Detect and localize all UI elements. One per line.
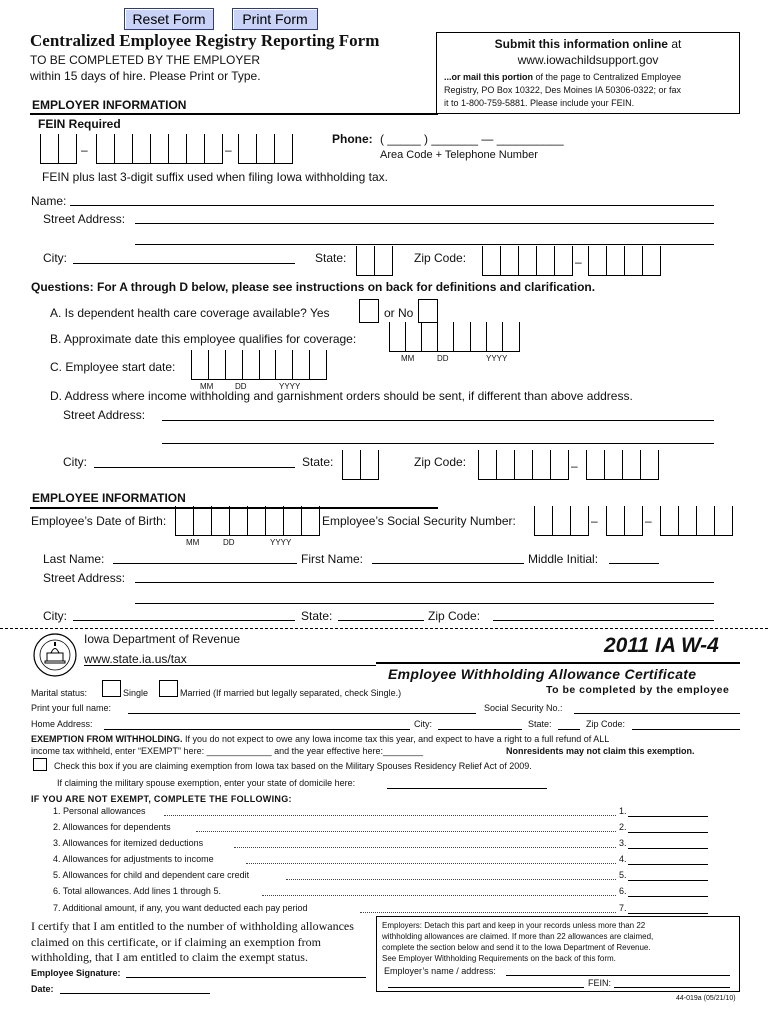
certificate-title: Employee Withholding Allowance Certificate xyxy=(388,666,697,682)
marital-status-label: Marital status: xyxy=(31,688,88,698)
certify-line-2: claimed on this certificate, or if claiming an exemption from xyxy=(31,934,321,949)
allowance-line-number: 6. xyxy=(619,886,627,896)
question-a-yes-checkbox[interactable] xyxy=(359,299,379,323)
iowa-dept-name: Iowa Department of Revenue xyxy=(84,632,241,646)
reset-form-button[interactable]: Reset Form xyxy=(124,8,214,30)
employer-street-label: Street Address: xyxy=(43,212,126,226)
dob-label: Employee’s Date of Birth: xyxy=(31,514,167,528)
employer-address-field-2[interactable] xyxy=(388,987,584,988)
dept-underline xyxy=(84,665,376,666)
single-checkbox[interactable] xyxy=(102,680,121,697)
employee-city-label: City: xyxy=(43,609,67,623)
question-d-state-label: State: xyxy=(302,455,334,469)
employer-zip4-boxes[interactable] xyxy=(588,246,660,276)
phone-label: Phone: xyxy=(332,132,373,146)
questions-heading: Questions: For A through D below, please see instructions on back for definitions and clarification. xyxy=(31,280,596,294)
iowa-seal-icon xyxy=(33,633,77,677)
allowance-field[interactable] xyxy=(628,896,708,897)
allowance-line-number: 1. xyxy=(619,806,627,816)
married-label: Married (If married but legally separated, check Single.) xyxy=(180,688,402,698)
allowance-leader xyxy=(164,815,616,816)
employee-zip-label: Zip Code: xyxy=(428,609,481,623)
fein-w4-field[interactable] xyxy=(614,987,730,988)
first-name-label: First Name: xyxy=(301,552,364,566)
fein-note: FEIN plus last 3-digit suffix used when filing Iowa withholding tax. xyxy=(42,170,388,184)
signature-label: Employee Signature: xyxy=(31,968,121,978)
submit-mail-line-2: Registry, PO Box 10322, Des Moines IA 50306-0322; or fax xyxy=(444,85,681,95)
print-form-button[interactable]: Print Form xyxy=(232,8,318,30)
employee-street-label: Street Address: xyxy=(43,571,126,585)
military-spouse-label: Check this box if you are claiming exemption from Iowa tax based on the Military Spouses Residency Relief Act of 2009. xyxy=(54,761,532,771)
date-field[interactable] xyxy=(60,993,210,994)
certify-line-1: I certify that I am entitled to the number of withholding allowances xyxy=(31,919,354,933)
fein-dash-1: – xyxy=(81,143,88,157)
military-spouse-checkbox[interactable] xyxy=(33,758,47,771)
ssn-w4-field[interactable] xyxy=(574,713,740,714)
allowance-leader xyxy=(196,831,616,832)
form-title: Centralized Employee Registry Reporting Form xyxy=(30,31,380,50)
question-a-or-no: or No xyxy=(384,306,414,320)
question-c-date-boxes[interactable] xyxy=(191,350,326,380)
ssn-dash-1: – xyxy=(591,514,598,528)
employer-name-label: Name: xyxy=(31,194,67,208)
header-line-1: TO BE COMPLETED BY THE EMPLOYER xyxy=(30,53,261,67)
ssn-dash-2: – xyxy=(645,514,652,528)
nonresidents-note: Nonresidents may not claim this exemption. xyxy=(506,746,695,756)
fein-w4-label: FEIN: xyxy=(588,978,612,988)
allowance-line-label: 6. Total allowances. Add lines 1 through 5. xyxy=(53,886,221,896)
fein-dash-2: – xyxy=(225,143,232,157)
employer-name-field[interactable] xyxy=(70,205,714,206)
phone-caption: Area Code + Telephone Number xyxy=(380,149,538,161)
employer-street-field[interactable] xyxy=(135,223,714,224)
employer-state-boxes[interactable] xyxy=(356,246,392,276)
dob-mm: MM xyxy=(186,538,200,547)
question-c-mm: MM xyxy=(200,382,214,391)
question-d-zip-boxes[interactable] xyxy=(478,450,568,480)
question-d-zip-dash: – xyxy=(571,459,578,473)
w4-city-label: City: xyxy=(414,719,432,729)
employee-street-field-2[interactable] xyxy=(135,603,714,604)
middle-initial-label: Middle Initial: xyxy=(528,552,599,566)
w4-city-field[interactable] xyxy=(438,729,522,730)
question-c-label: C. Employee start date: xyxy=(50,360,176,374)
ssn-boxes-1[interactable] xyxy=(534,506,588,536)
domicile-field[interactable] xyxy=(387,788,547,789)
question-c-dd: DD xyxy=(235,382,247,391)
employer-heading-rule xyxy=(30,113,438,115)
question-d-zip-label: Zip Code: xyxy=(414,455,467,469)
dob-dd: DD xyxy=(223,538,235,547)
allowance-field[interactable] xyxy=(628,832,708,833)
employer-zip-dash: – xyxy=(575,255,582,269)
certify-line-3: withholding, that I am entitled to claim the exempt status. xyxy=(31,950,308,964)
question-d-zip4-boxes[interactable] xyxy=(586,450,658,480)
last-name-label: Last Name: xyxy=(43,552,105,566)
submit-online-text: Submit this information online at xyxy=(494,37,682,51)
certify-text xyxy=(31,919,354,966)
date-label: Date: xyxy=(31,984,54,994)
question-b-dd: DD xyxy=(437,354,449,363)
married-checkbox[interactable] xyxy=(159,680,178,697)
allowance-line-number: 3. xyxy=(619,838,627,848)
w4-state-field[interactable] xyxy=(558,729,580,730)
first-name-field[interactable] xyxy=(372,563,524,564)
question-d-street-field[interactable] xyxy=(162,420,714,421)
exemption-line-1: EXEMPTION FROM WITHHOLDING. If you do not expect to owe any Iowa income tax this year, and expect to have a right to a full refund of ALL xyxy=(31,734,610,744)
employee-street-field[interactable] xyxy=(135,582,714,583)
employer-zip-boxes[interactable] xyxy=(482,246,572,276)
home-address-field[interactable] xyxy=(104,729,410,730)
question-d-street-label: Street Address: xyxy=(63,408,146,422)
submit-url[interactable]: www.iowachildsupport.gov xyxy=(517,53,659,67)
allowance-leader xyxy=(360,912,616,913)
allowance-line-label: 5. Allowances for child and dependent care credit xyxy=(53,870,250,880)
fein-suffix-boxes[interactable] xyxy=(238,134,292,164)
question-a-no-checkbox[interactable] xyxy=(418,299,438,323)
signature-field[interactable] xyxy=(126,977,366,978)
question-b-mm: MM xyxy=(401,354,415,363)
employer-state-label: State: xyxy=(315,251,347,265)
w4-zip-field[interactable] xyxy=(632,729,740,730)
employers-instructions xyxy=(382,920,653,964)
allowance-line-label: 1. Personal allowances xyxy=(53,806,146,816)
full-name-label: Print your full name: xyxy=(31,703,112,713)
ssn-boxes-3[interactable] xyxy=(660,506,732,536)
employers-line-4: See Employer Withholding Requirements on the back of this form. xyxy=(382,954,616,963)
fein-prefix-boxes[interactable] xyxy=(40,134,76,164)
allowance-line-number: 4. xyxy=(619,854,627,864)
last-name-field[interactable] xyxy=(113,563,297,564)
employer-street-field-2[interactable] xyxy=(135,244,714,245)
employee-state-field[interactable] xyxy=(338,620,424,621)
home-address-label: Home Address: xyxy=(31,719,93,729)
dob-boxes[interactable] xyxy=(175,506,319,536)
employee-heading: EMPLOYEE INFORMATION xyxy=(32,491,186,505)
ssn-boxes-2[interactable] xyxy=(606,506,642,536)
question-d-street-field-2[interactable] xyxy=(162,443,714,444)
iowa-tax-url[interactable]: www.state.ia.us/tax xyxy=(84,652,187,666)
employer-zip-label: Zip Code: xyxy=(414,251,467,265)
employers-line-1: Employers: Detach this part and keep in your records unless more than 22 xyxy=(382,921,646,930)
employee-state-label: State: xyxy=(301,609,333,623)
employer-city-field[interactable] xyxy=(73,263,295,264)
single-label: Single xyxy=(123,688,149,698)
submit-mail-line-1: ...or mail this portion of the page to Centralized Employee xyxy=(444,72,682,82)
allowance-field[interactable] xyxy=(628,880,708,881)
allowance-line-label: 3. Allowances for itemized deductions xyxy=(53,838,204,848)
question-b-yyyy: YYYY xyxy=(486,354,508,363)
question-c-yyyy: YYYY xyxy=(279,382,301,391)
employee-city-field[interactable] xyxy=(73,620,295,621)
to-be-completed: To be completed by the employee xyxy=(546,684,730,696)
ssn-w4-label: Social Security No.: xyxy=(484,703,563,713)
employers-line-2: withholding allowances are claimed. If more than 22 allowances are claimed, xyxy=(382,932,654,941)
question-d-city-field[interactable] xyxy=(94,467,295,468)
w4-form-title: 2011 IA W-4 xyxy=(604,634,719,657)
allowance-line-number: 5. xyxy=(619,870,627,880)
allowance-field[interactable] xyxy=(628,913,708,914)
employer-heading: EMPLOYER INFORMATION xyxy=(32,98,187,112)
question-a-label: A. Is dependent health care coverage available? Yes xyxy=(50,306,330,320)
allowance-leader xyxy=(286,879,616,880)
allowance-line-number: 2. xyxy=(619,822,627,832)
question-b-date-boxes[interactable] xyxy=(389,322,519,352)
full-name-field[interactable] xyxy=(128,713,476,714)
allowance-field[interactable] xyxy=(628,816,708,817)
w4-title-rule xyxy=(376,662,740,664)
allowance-line-label: 2. Allowances for dependents xyxy=(53,822,171,832)
header-line-2: within 15 days of hire. Please Print or Type. xyxy=(30,69,261,83)
employer-name-address-label: Employer’s name / address: xyxy=(384,966,496,976)
phone-field[interactable]: ( _____ ) _______ — __________ xyxy=(380,132,564,146)
allowance-leader xyxy=(262,895,616,896)
question-d-state-boxes[interactable] xyxy=(342,450,378,480)
fein-required-label: FEIN Required xyxy=(38,117,121,131)
allowance-field[interactable] xyxy=(628,864,708,865)
middle-initial-field[interactable] xyxy=(609,563,659,564)
employer-name-address-field[interactable] xyxy=(506,975,730,976)
allowance-line-label: 4. Allowances for adjustments to income xyxy=(53,854,214,864)
employee-zip-field[interactable] xyxy=(493,620,714,621)
allowance-leader xyxy=(234,847,616,848)
allowance-line-label: 7. Additional amount, if any, you want deducted each pay period xyxy=(53,903,308,913)
domicile-label: If claiming the military spouse exemption, enter your state of domicile here: xyxy=(57,778,356,788)
ssn-label: Employee’s Social Security Number: xyxy=(322,514,516,528)
w4-zip-label: Zip Code: xyxy=(586,719,626,729)
not-exempt-heading: IF YOU ARE NOT EXEMPT, COMPLETE THE FOLLOWING: xyxy=(31,794,292,804)
allowance-field[interactable] xyxy=(628,848,708,849)
tear-line xyxy=(0,628,768,629)
allowance-leader xyxy=(246,863,616,864)
fein-main-boxes[interactable] xyxy=(96,134,222,164)
employer-city-label: City: xyxy=(43,251,67,265)
dob-yyyy: YYYY xyxy=(270,538,292,547)
allowance-line-number: 7. xyxy=(619,903,627,913)
form-number: 44-019a (05/21/10) xyxy=(676,995,736,1002)
question-d-city-label: City: xyxy=(63,455,87,469)
submit-mail-line-3: it to 1-800-759-5881. Please include your FEIN. xyxy=(444,98,635,108)
question-b-label: B. Approximate date this employee qualifies for coverage: xyxy=(50,332,357,346)
employers-line-3: complete the section below and send it to the Iowa Department of Revenue. xyxy=(382,943,651,952)
w4-state-label: State: xyxy=(528,719,552,729)
question-d-label: D. Address where income withholding and garnishment orders should be sent, if different than above address. xyxy=(50,389,633,403)
exemption-line-2: income tax withheld, enter “EXEMPT” here: _____________ and the year effective here:________ xyxy=(31,746,424,756)
